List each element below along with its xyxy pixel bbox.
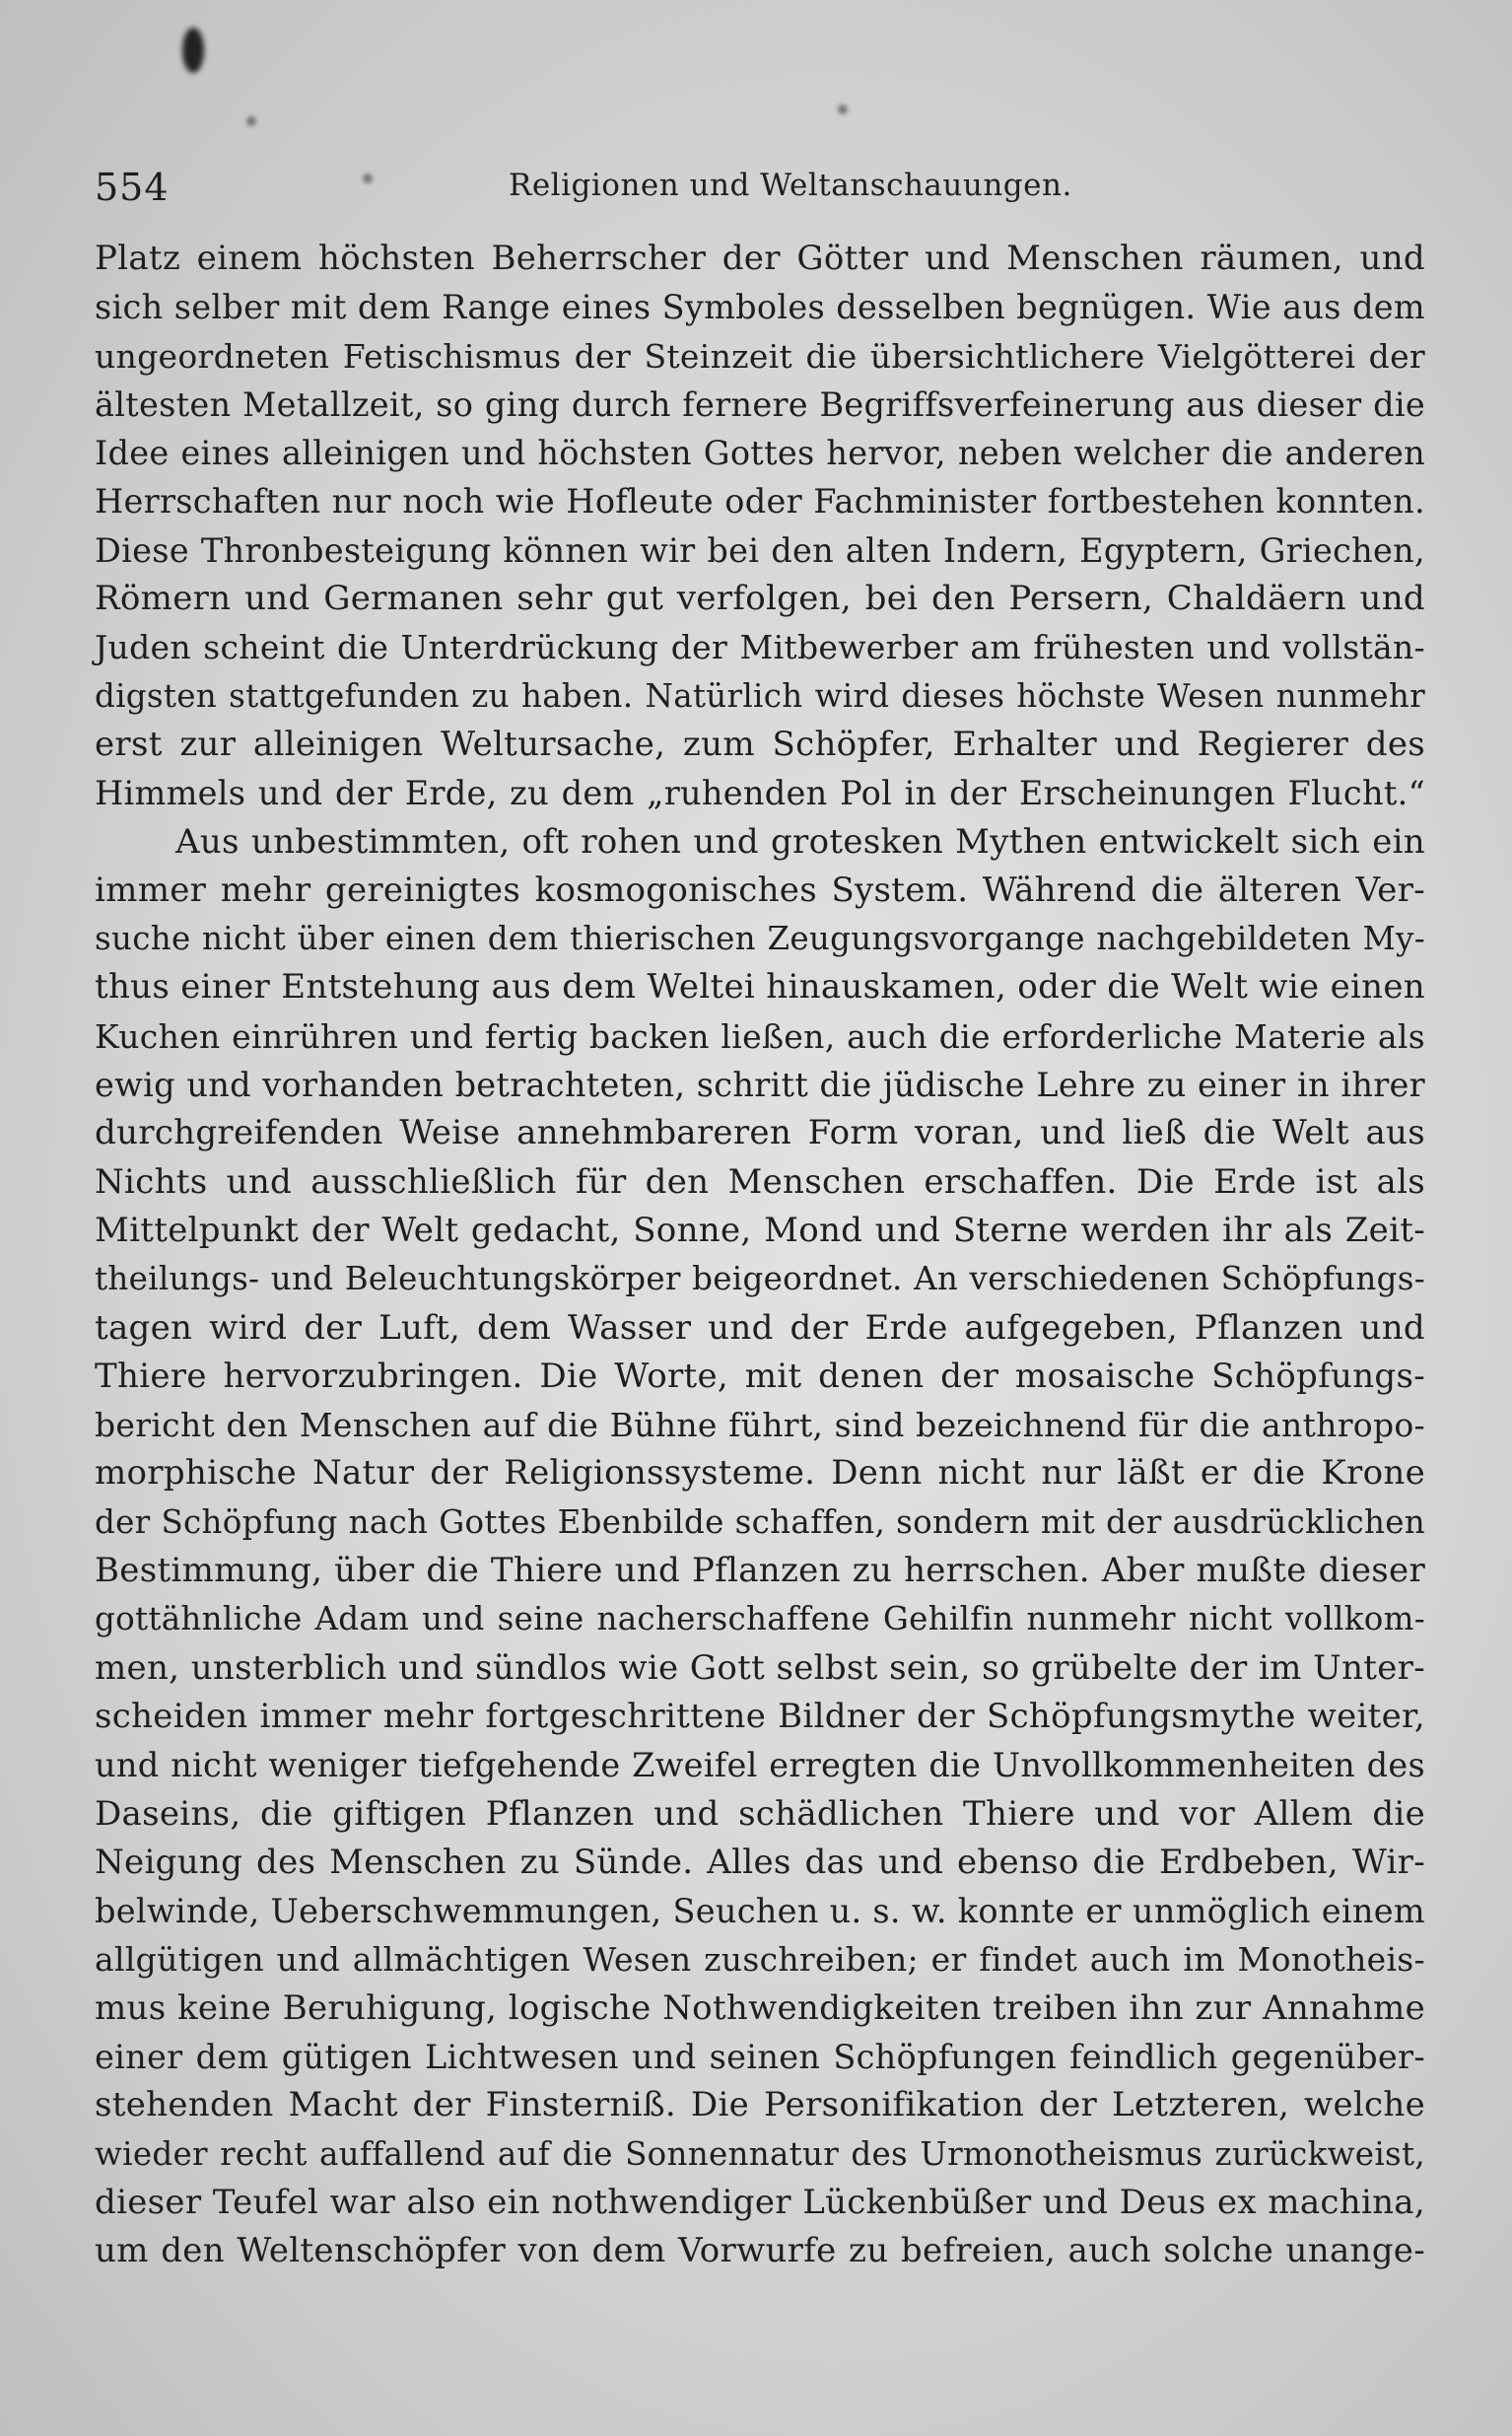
text-line: Himmels und der Erde, zu dem „ruhenden Pol in der Erscheinungen Flucht.“ xyxy=(95,774,1425,813)
text-line: sich selber mit dem Range eines Symboles desselben begnügen. Wie aus dem xyxy=(95,288,1425,327)
text-line: wieder recht auffallend auf die Sonnennatur des Urmonotheismus zurückweist, xyxy=(95,2134,1425,2173)
text-line: der Schöpfung nach Gottes Ebenbilde schaffen, sondern mit der ausdrücklichen xyxy=(95,1502,1425,1541)
text-line: belwinde, Ueberschwemmungen, Seuchen u. s. w. konnte er unmöglich einem xyxy=(95,1892,1425,1931)
ink-dot xyxy=(246,116,256,126)
text-line: einer dem gütigen Lichtwesen und seinen Schöpfungen feindlich gegenüber- xyxy=(95,2037,1425,2076)
text-line: Aus unbestimmten, oft rohen und grotesken Mythen entwickelt sich ein xyxy=(175,821,1425,862)
text-line: men, unsterblich und sündlos wie Gott selbst sein, so grübelte der im Unter- xyxy=(95,1647,1425,1688)
text-line: erst zur alleinigen Weltursache, zum Schöpfer, Erhalter und Regierer des xyxy=(95,724,1425,764)
text-line: Mittelpunkt der Welt gedacht, Sonne, Mond und Sterne werden ihr als Zeit- xyxy=(95,1210,1425,1250)
text-line: Platz einem höchsten Beherrscher der Götter und Menschen räumen, und xyxy=(95,239,1425,278)
body-text xyxy=(95,235,1425,2275)
text-line: Idee eines alleinigen und höchsten Gottes hervor, neben welcher die anderen xyxy=(95,434,1425,473)
text-line: um den Weltenschöpfer von dem Vorwurfe zu befreien, auch solche unange- xyxy=(95,2231,1425,2271)
text-line: durchgreifenden Weise annehmbareren Form voran, und ließ die Welt aus xyxy=(95,1113,1425,1153)
ink-dot xyxy=(838,104,848,114)
page-header xyxy=(95,156,1435,215)
text-line: Neigung des Menschen zu Sünde. Alles das und ebenso die Erdbeben, Wir- xyxy=(95,1842,1425,1882)
text-line: Daseins, die giftigen Pflanzen und schädlichen Thiere und vor Allem die xyxy=(95,1793,1425,1834)
text-line: ältesten Metallzeit, so ging durch fernere Begriffsverfeinerung aus dieser die xyxy=(95,384,1425,424)
text-line: ewig und vorhanden betrachteten, schritt die jüdische Lehre zu einer in ihrer xyxy=(95,1066,1425,1105)
text-line: scheiden immer mehr fortgeschrittene Bildner der Schöpfungsmythe weiter, xyxy=(95,1696,1425,1736)
running-head: Religionen und Weltanschauungen. xyxy=(509,168,1072,203)
text-line: theilungs- und Beleuchtungskörper beigeordnet. An verschiedenen Schöpfungs- xyxy=(95,1260,1425,1298)
text-line: bericht den Menschen auf die Bühne führt, sind bezeichnend für die anthropo- xyxy=(95,1406,1425,1445)
text-line: dieser Teufel war also ein nothwendiger Lückenbüßer und Deus ex machina, xyxy=(95,2182,1425,2222)
text-line: tagen wird der Luft, dem Wasser und der Erde aufgegeben, Pflanzen und xyxy=(95,1307,1425,1348)
text-line: digsten stattgefunden zu haben. Natürlich wird dieses höchste Wesen nunmehr xyxy=(95,676,1425,715)
text-line: suche nicht über einen dem thierischen Zeugungsvorgange nachgebildeten My- xyxy=(95,920,1425,958)
text-line: immer mehr gereinigtes kosmogonisches System. Während die älteren Ver- xyxy=(95,870,1425,910)
text-line: Herrschaften nur noch wie Hofleute oder Fachminister fortbestehen konnten. xyxy=(95,482,1425,522)
text-line: Juden scheint die Unterdrückung der Mitbewerber am frühesten und vollstän- xyxy=(95,628,1425,667)
text-line: ungeordneten Fetischismus der Steinzeit die übersichtlichere Vielgötterei der xyxy=(95,336,1425,376)
text-line: stehenden Macht der Finsterniß. Die Personifikation der Letzteren, welche xyxy=(95,2085,1425,2125)
text-line: und nicht weniger tiefgehende Zweifel erregten die Unvollkommenheiten des xyxy=(95,1746,1425,1785)
text-line: Kuchen einrühren und fertig backen ließen, auch die erforderliche Materie als xyxy=(95,1016,1425,1056)
ink-blot xyxy=(182,28,204,73)
text-line: Römern und Germanen sehr gut verfolgen, bei den Persern, Chaldäern und xyxy=(95,579,1425,619)
text-line: morphische Natur der Religionssysteme. Denn nicht nur läßt er die Krone xyxy=(95,1453,1425,1494)
text-line: allgütigen und allmächtigen Wesen zuschreiben; er findet auch im Monotheis- xyxy=(95,1940,1425,1980)
text-line: Thiere hervorzubringen. Die Worte, mit denen der mosaische Schöpfungs- xyxy=(95,1356,1425,1396)
page-number: 554 xyxy=(95,166,170,209)
text-line: mus keine Beruhigung, logische Nothwendigkeiten treiben ihn zur Annahme xyxy=(95,1987,1425,2028)
text-line: Nichts und ausschließlich für den Menschen erschaffen. Die Erde ist als xyxy=(95,1161,1425,1202)
text-line: thus einer Entstehung aus dem Weltei hinauskamen, oder die Welt wie einen xyxy=(95,967,1425,1008)
text-line: Bestimmung, über die Thiere und Pflanzen zu herrschen. Aber mußte dieser xyxy=(95,1551,1425,1591)
text-line: Diese Thronbesteigung können wir bei den alten Indern, Egyptern, Griechen, xyxy=(95,530,1425,570)
text-line: gottähnliche Adam und seine nacherschaffene Gehilfin nunmehr nicht vollkom- xyxy=(95,1600,1425,1638)
